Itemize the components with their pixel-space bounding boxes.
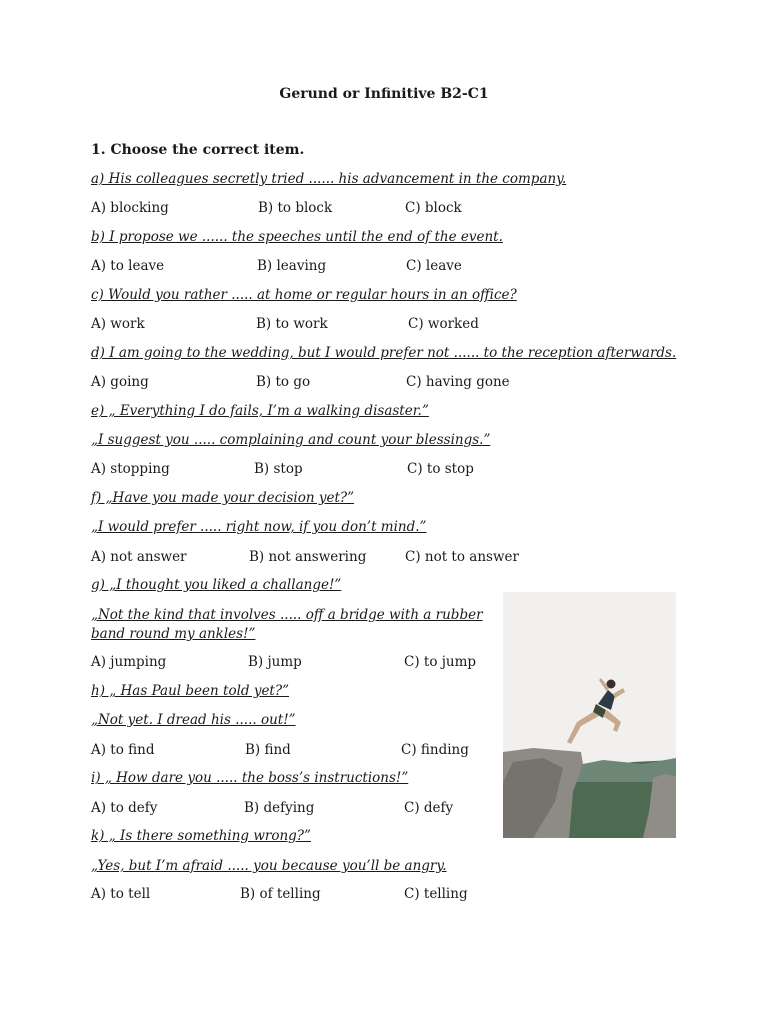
option-i-a[interactable]: A) to defy bbox=[91, 800, 158, 816]
option-e-a[interactable]: A) stopping bbox=[91, 461, 170, 477]
option-c-b[interactable]: B) to work bbox=[256, 316, 328, 332]
option-e-c[interactable]: C) to stop bbox=[407, 461, 474, 477]
option-h-c[interactable]: C) finding bbox=[401, 742, 469, 758]
question-k-reply: „Yes, but I’m afraid ..... you because you’ll be angry. bbox=[91, 858, 447, 874]
question-d: d) I am going to the wedding, but I would prefer not ...... to the reception afterwards. bbox=[91, 345, 677, 361]
question-e: e) „ Everything I do fails, I’m a walking disaster.” bbox=[91, 403, 429, 419]
question-i: i) „ How dare you ..... the boss’s instructions!” bbox=[91, 770, 409, 786]
option-i-b[interactable]: B) defying bbox=[244, 800, 315, 816]
option-c-a[interactable]: A) work bbox=[91, 316, 145, 332]
question-k: k) „ Is there something wrong?” bbox=[91, 828, 311, 844]
option-d-b[interactable]: B) to go bbox=[256, 374, 311, 390]
question-h-reply: „Not yet. I dread his ..... out!” bbox=[91, 712, 296, 728]
question-f-reply: „I would prefer ..... right now, if you don’t mind.” bbox=[91, 519, 427, 535]
option-b-b[interactable]: B) leaving bbox=[257, 258, 327, 274]
option-a-a[interactable]: A) blocking bbox=[91, 200, 169, 216]
option-d-a[interactable]: A) going bbox=[91, 374, 149, 390]
option-k-c[interactable]: C) telling bbox=[404, 886, 468, 902]
question-h: h) „ Has Paul been told yet?” bbox=[91, 683, 289, 699]
option-h-b[interactable]: B) find bbox=[245, 742, 291, 758]
cliff-jump-photo bbox=[503, 592, 676, 838]
option-f-b[interactable]: B) not answering bbox=[249, 549, 367, 565]
option-k-b[interactable]: B) of telling bbox=[240, 886, 321, 902]
option-d-c[interactable]: C) having gone bbox=[406, 374, 510, 390]
question-e-reply: „I suggest you ..... complaining and count your blessings.” bbox=[91, 432, 491, 448]
option-h-a[interactable]: A) to find bbox=[91, 742, 155, 758]
question-f: f) „Have you made your decision yet?” bbox=[91, 490, 355, 506]
option-e-b[interactable]: B) stop bbox=[254, 461, 303, 477]
question-g: g) „I thought you liked a challange!” bbox=[91, 577, 342, 593]
option-g-c[interactable]: C) to jump bbox=[404, 654, 477, 670]
option-b-a[interactable]: A) to leave bbox=[91, 258, 165, 274]
option-b-c[interactable]: C) leave bbox=[406, 258, 462, 274]
exercise-heading: 1. Choose the correct item. bbox=[91, 142, 305, 158]
option-a-b[interactable]: B) to block bbox=[258, 200, 333, 216]
question-b: b) I propose we ...... the speeches until the end of the event. bbox=[91, 229, 503, 245]
option-k-a[interactable]: A) to tell bbox=[91, 886, 151, 902]
question-a: a) His colleagues secretly tried ...... his advancement in the company. bbox=[91, 171, 567, 187]
option-c-c[interactable]: C) worked bbox=[408, 316, 479, 332]
option-g-b[interactable]: B) jump bbox=[248, 654, 302, 670]
question-c: c) Would you rather ..... at home or regular hours in an office? bbox=[91, 287, 517, 303]
option-f-c[interactable]: C) not to answer bbox=[405, 549, 519, 565]
option-g-a[interactable]: A) jumping bbox=[91, 654, 167, 670]
question-g-reply: „Not the kind that involves ..... off a bridge with a rubber band round my ankles!” bbox=[91, 607, 483, 642]
option-a-c[interactable]: C) block bbox=[405, 200, 462, 216]
option-f-a[interactable]: A) not answer bbox=[91, 549, 187, 565]
option-i-c[interactable]: C) defy bbox=[404, 800, 454, 816]
page-title: Gerund or Infinitive B2-C1 bbox=[279, 86, 489, 102]
